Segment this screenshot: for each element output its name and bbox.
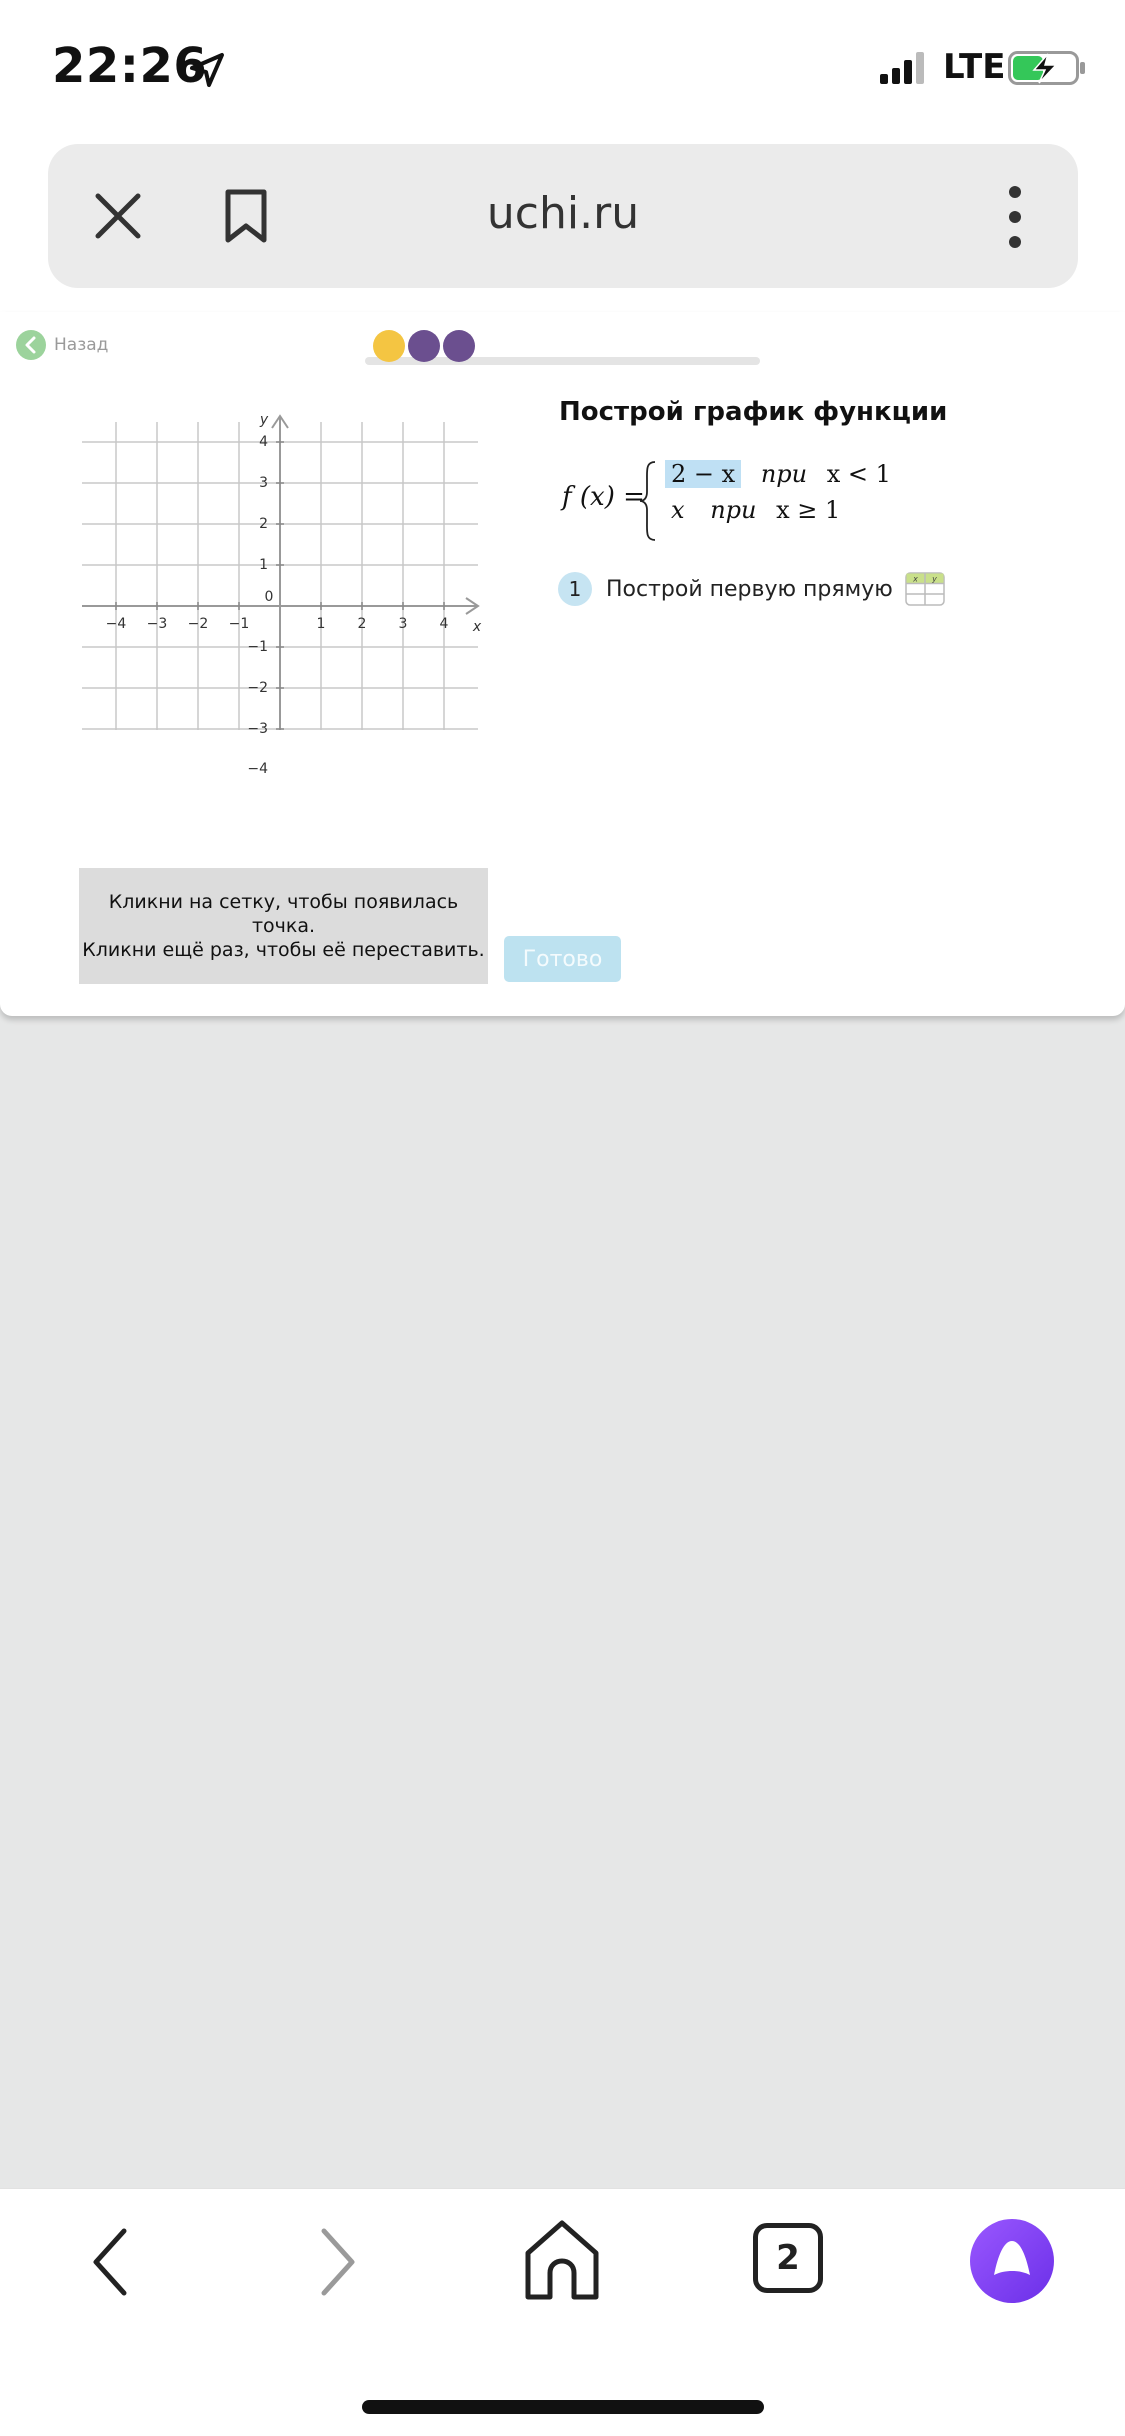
progress-dot	[408, 330, 440, 362]
curly-brace-icon	[638, 460, 658, 542]
step-item	[558, 572, 945, 606]
back-label: Назад	[54, 335, 109, 355]
back-arrow-icon	[16, 330, 46, 360]
x-tick-label: 2	[357, 616, 367, 632]
piece-1	[665, 460, 891, 488]
home-indicator	[362, 2400, 764, 2414]
url-text[interactable]: uchi.ru	[486, 188, 640, 239]
piece-2-expression[interactable]: x	[671, 496, 685, 524]
y-tick-label: −4	[247, 761, 268, 777]
status-bar	[0, 0, 1125, 140]
piece-2	[671, 496, 840, 524]
y-tick-label: −3	[247, 721, 268, 737]
lesson-card	[0, 312, 1125, 1016]
piece-2-condition: x ≥ 1	[776, 496, 841, 524]
address-bar[interactable]	[48, 144, 1078, 288]
progress-dot	[443, 330, 475, 362]
piece-1-expression[interactable]: 2 − x	[665, 460, 741, 488]
task-title: Построй график функции	[559, 397, 948, 427]
browser-bottom-bar	[0, 2188, 1125, 2436]
hint-line: Кликни ещё раз, чтобы её переставить.	[82, 939, 485, 961]
battery-charging-icon	[1008, 51, 1086, 85]
alice-assistant-button[interactable]	[970, 2219, 1054, 2303]
step-number: 1	[558, 572, 592, 606]
y-tick-label: −1	[247, 639, 268, 655]
axes	[82, 416, 478, 730]
y-tick-label: 2	[259, 516, 268, 532]
y-tick-label: 3	[259, 475, 268, 491]
back-chevron-icon[interactable]	[90, 2227, 130, 2297]
more-menu-icon[interactable]	[1000, 184, 1030, 250]
hint-box	[79, 868, 488, 984]
tabs-count-button[interactable]: 2	[753, 2223, 823, 2293]
step-text: Построй первую прямую	[606, 576, 893, 602]
browser-toolbar	[0, 140, 1125, 312]
function-name: f (x) =	[562, 482, 645, 512]
hint-line: Кликни на сетку, чтобы появилась точка.	[108, 891, 459, 937]
forward-chevron-icon[interactable]	[318, 2227, 358, 2297]
x-tick-label: 1	[316, 616, 326, 632]
piece-1-word: при	[760, 460, 808, 488]
table-icon-x: x	[912, 574, 918, 584]
x-tick-label: −4	[105, 616, 127, 632]
cellular-signal-icon	[880, 50, 932, 86]
location-arrow-icon	[188, 50, 228, 90]
y-tick-label: −2	[247, 680, 268, 696]
coordinate-grid[interactable]	[78, 412, 498, 777]
done-button[interactable]: Готово	[504, 936, 621, 982]
x-axis-label: x	[472, 619, 482, 635]
progress-dot	[373, 330, 405, 362]
alice-icon	[970, 2219, 1054, 2303]
x-tick-label: 3	[398, 616, 408, 632]
origin-label: 0	[264, 589, 274, 605]
home-icon[interactable]	[522, 2217, 602, 2301]
status-time: 22:26	[52, 38, 208, 94]
x-tick-label: −1	[228, 616, 250, 632]
y-tick-label: 1	[259, 557, 268, 573]
table-icon-y: y	[931, 574, 937, 584]
y-tick-label: 4	[259, 434, 268, 450]
piecewise-formula	[560, 452, 980, 542]
piece-2-word: при	[710, 496, 757, 524]
x-tick-label: −3	[146, 616, 168, 632]
value-table-icon[interactable]	[905, 572, 945, 606]
y-axis-label: y	[259, 412, 269, 428]
back-button[interactable]	[16, 330, 108, 360]
x-tick-label: 4	[439, 616, 449, 632]
piece-1-condition: x < 1	[826, 460, 891, 488]
network-type: LTE	[943, 47, 1006, 87]
x-tick-label: −2	[187, 616, 209, 632]
